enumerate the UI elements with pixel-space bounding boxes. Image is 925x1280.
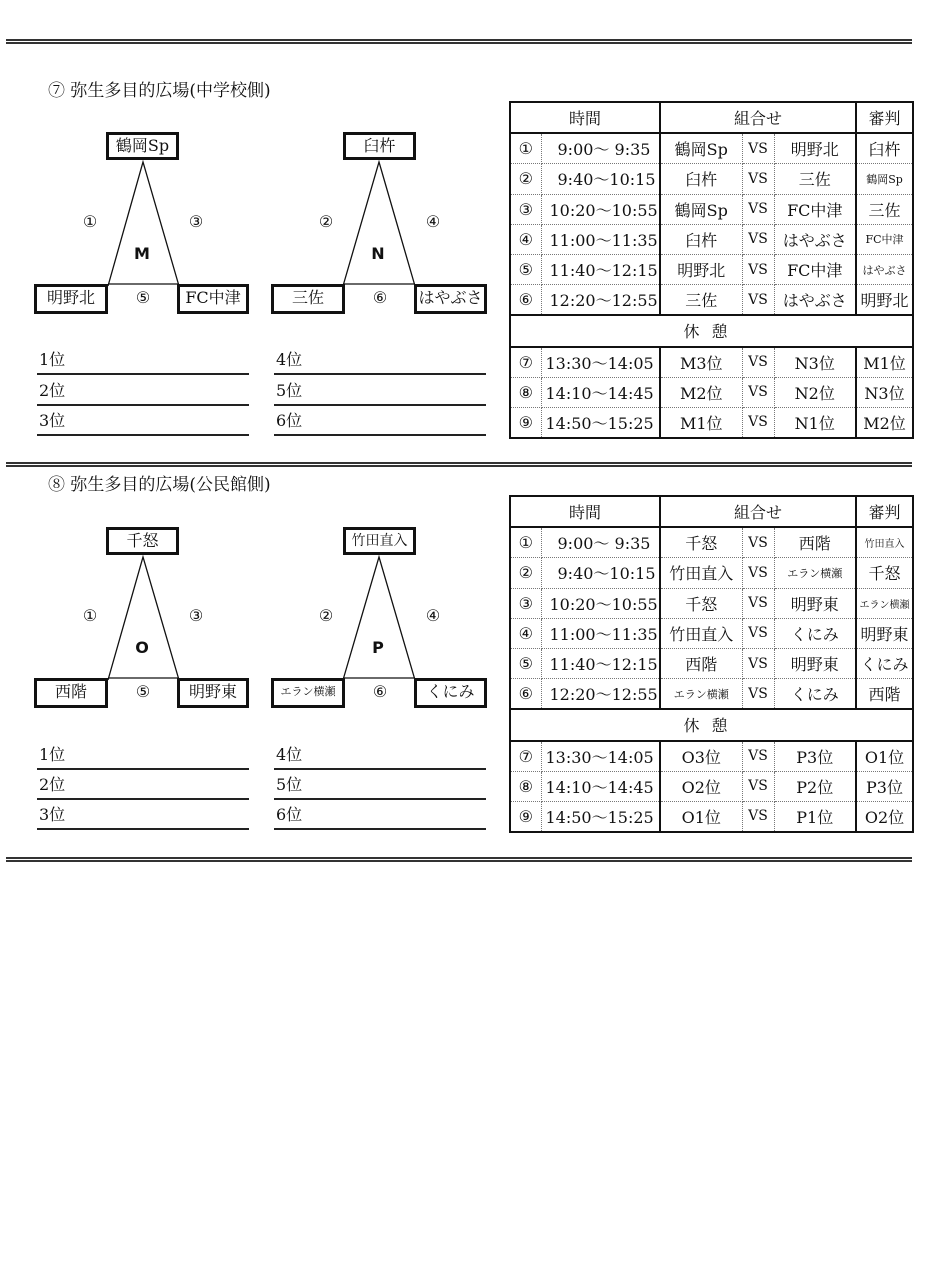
break-label: 休憩	[510, 709, 913, 740]
team-a: 明野北	[660, 254, 742, 284]
match-time: 9:00〜 9:35	[541, 133, 660, 164]
group-p-right-team: くにみ	[414, 678, 487, 708]
team-a: 竹田直入	[660, 558, 742, 588]
match-time: 11:00〜11:35	[541, 224, 660, 254]
match-time: 14:10〜14:45	[541, 377, 660, 407]
vs-label: VS	[742, 224, 774, 254]
group-m-right-team: FC中津	[177, 284, 249, 314]
match-number: ③	[510, 588, 541, 618]
vs-label: VS	[742, 741, 774, 772]
break-row	[510, 709, 913, 740]
match-time: 11:00〜11:35	[541, 618, 660, 648]
group-o-top-team: 千怒	[106, 527, 179, 555]
header-time: 時間	[510, 102, 660, 133]
group-m-match-left: ①	[82, 212, 98, 231]
vs-label: VS	[742, 558, 774, 588]
referee: O1位	[856, 741, 913, 772]
match-time: 12:20〜12:55	[541, 679, 660, 710]
group-n-match-right: ④	[425, 212, 441, 231]
team-b: P1位	[774, 801, 856, 832]
team-a: 西階	[660, 648, 742, 678]
referee: エラン横瀬	[856, 588, 913, 618]
referee: 明野東	[856, 618, 913, 648]
match-number: ⑧	[510, 771, 541, 801]
team-b: くにみ	[774, 618, 856, 648]
match-time: 11:40〜12:15	[541, 254, 660, 284]
team-b: FC中津	[774, 194, 856, 224]
group-n-right-team: はやぶさ	[414, 284, 487, 314]
match-number: ⑨	[510, 801, 541, 832]
vs-label: VS	[742, 771, 774, 801]
team-a: 千怒	[660, 588, 742, 618]
team-a: M3位	[660, 347, 742, 378]
referee: 明野北	[856, 285, 913, 316]
team-b: エラン横瀬	[774, 558, 856, 588]
group-p-match-left: ②	[318, 606, 334, 625]
vs-label: VS	[742, 679, 774, 710]
rank-line-2: 2位	[37, 771, 249, 800]
team-a: 竹田直入	[660, 618, 742, 648]
table-row	[510, 741, 913, 772]
match-number: ⑥	[510, 285, 541, 316]
team-a: エラン横瀬	[660, 679, 742, 710]
match-number: ④	[510, 224, 541, 254]
team-b: FC中津	[774, 254, 856, 284]
rank-line-4: 4位	[274, 741, 486, 770]
schedule-header-row	[510, 496, 913, 527]
group-n-match-left: ②	[318, 212, 334, 231]
group-n-top-team: 臼杵	[343, 132, 416, 160]
header-match: 組合せ	[660, 102, 856, 133]
team-a: M1位	[660, 407, 742, 438]
referee: 西階	[856, 679, 913, 710]
referee: M1位	[856, 347, 913, 378]
group-o-right-team: 明野東	[177, 678, 249, 708]
table-row	[510, 771, 913, 801]
match-number: ⑤	[510, 254, 541, 284]
match-time: 10:20〜10:55	[541, 194, 660, 224]
team-b: P3位	[774, 741, 856, 772]
match-number: ⑧	[510, 377, 541, 407]
match-time: 14:50〜15:25	[541, 801, 660, 832]
match-number: ②	[510, 558, 541, 588]
vs-label: VS	[742, 618, 774, 648]
schedule-table	[509, 495, 914, 833]
team-b: はやぶさ	[774, 285, 856, 316]
group-m-match-bottom: ⑤	[135, 288, 151, 307]
group-p-left-team: エラン横瀬	[271, 678, 345, 708]
group-m-top-team: 鶴岡Sp	[106, 132, 179, 160]
match-number: ⑦	[510, 741, 541, 772]
header-referee: 審判	[856, 102, 913, 133]
vs-label: VS	[742, 588, 774, 618]
match-number: ⑦	[510, 347, 541, 378]
team-b: 三佐	[774, 164, 856, 194]
venue-title: ⑦ 弥生多目的広場(中学校側)	[48, 81, 271, 101]
vs-label: VS	[742, 801, 774, 832]
rank-line-3: 3位	[37, 407, 249, 436]
referee: P3位	[856, 771, 913, 801]
team-b: 明野東	[774, 648, 856, 678]
team-b: 明野北	[774, 133, 856, 164]
match-time: 14:50〜15:25	[541, 407, 660, 438]
team-a: 三佐	[660, 285, 742, 316]
team-b: 西階	[774, 527, 856, 558]
group-o-left-team: 西階	[34, 678, 108, 708]
referee: はやぶさ	[856, 254, 913, 284]
team-a: O3位	[660, 741, 742, 772]
vs-label: VS	[742, 194, 774, 224]
rank-line-1: 1位	[37, 741, 249, 770]
match-number: ⑤	[510, 648, 541, 678]
referee: FC中津	[856, 224, 913, 254]
match-number: ①	[510, 527, 541, 558]
team-a: 臼杵	[660, 224, 742, 254]
referee: 三佐	[856, 194, 913, 224]
referee: M2位	[856, 407, 913, 438]
vs-label: VS	[742, 407, 774, 438]
match-number: ④	[510, 618, 541, 648]
table-row	[510, 801, 913, 832]
team-b: 明野東	[774, 588, 856, 618]
match-time: 9:40〜10:15	[541, 164, 660, 194]
match-time: 9:00〜 9:35	[541, 527, 660, 558]
group-p-match-bottom: ⑥	[372, 682, 388, 701]
team-b: くにみ	[774, 679, 856, 710]
table-row	[510, 648, 913, 678]
break-label: 休憩	[510, 315, 913, 346]
header-time: 時間	[510, 496, 660, 527]
group-o-label: O	[135, 638, 149, 657]
match-time: 12:20〜12:55	[541, 285, 660, 316]
vs-label: VS	[742, 133, 774, 164]
group-m-match-right: ③	[188, 212, 204, 231]
table-row	[510, 558, 913, 588]
vs-label: VS	[742, 164, 774, 194]
team-b: N1位	[774, 407, 856, 438]
team-a: O1位	[660, 801, 742, 832]
team-b: P2位	[774, 771, 856, 801]
match-time: 14:10〜14:45	[541, 771, 660, 801]
match-number: ①	[510, 133, 541, 164]
match-time: 11:40〜12:15	[541, 648, 660, 678]
group-p-match-right: ④	[425, 606, 441, 625]
vs-label: VS	[742, 527, 774, 558]
rank-line-6: 6位	[274, 407, 486, 436]
table-row	[510, 527, 913, 558]
group-o-match-bottom: ⑤	[135, 682, 151, 701]
team-b: N2位	[774, 377, 856, 407]
match-number: ⑨	[510, 407, 541, 438]
group-m-left-team: 明野北	[34, 284, 108, 314]
match-time: 13:30〜14:05	[541, 741, 660, 772]
group-p-top-team: 竹田直入	[343, 527, 416, 555]
rank-line-5: 5位	[274, 377, 486, 406]
group-n-label: N	[371, 244, 385, 263]
table-row	[510, 588, 913, 618]
team-a: 千怒	[660, 527, 742, 558]
team-b: N3位	[774, 347, 856, 378]
referee: O2位	[856, 801, 913, 832]
team-a: 鶴岡Sp	[660, 133, 742, 164]
match-time: 13:30〜14:05	[541, 347, 660, 378]
vs-label: VS	[742, 377, 774, 407]
header-match: 組合せ	[660, 496, 856, 527]
vs-label: VS	[742, 648, 774, 678]
match-time: 9:40〜10:15	[541, 558, 660, 588]
referee: 鶴岡Sp	[856, 164, 913, 194]
referee: 竹田直入	[856, 527, 913, 558]
match-number: ②	[510, 164, 541, 194]
team-a: 鶴岡Sp	[660, 194, 742, 224]
vs-label: VS	[742, 254, 774, 284]
rank-line-2: 2位	[37, 377, 249, 406]
header-referee: 審判	[856, 496, 913, 527]
referee: 臼杵	[856, 133, 913, 164]
venue-title: ⑧ 弥生多目的広場(公民館側)	[48, 475, 271, 495]
referee: くにみ	[856, 648, 913, 678]
referee: N3位	[856, 377, 913, 407]
vs-label: VS	[742, 347, 774, 378]
rank-line-6: 6位	[274, 801, 486, 830]
group-p-label: P	[372, 638, 384, 657]
rank-line-3: 3位	[37, 801, 249, 830]
referee: 千怒	[856, 558, 913, 588]
group-o-match-right: ③	[188, 606, 204, 625]
rank-line-1: 1位	[37, 346, 249, 375]
table-row	[510, 618, 913, 648]
table-row	[510, 679, 913, 710]
group-n-left-team: 三佐	[271, 284, 345, 314]
match-time: 10:20〜10:55	[541, 588, 660, 618]
team-a: M2位	[660, 377, 742, 407]
vs-label: VS	[742, 285, 774, 316]
rank-line-4: 4位	[274, 346, 486, 375]
group-n-match-bottom: ⑥	[372, 288, 388, 307]
team-b: はやぶさ	[774, 224, 856, 254]
match-number: ③	[510, 194, 541, 224]
group-o-match-left: ①	[82, 606, 98, 625]
rank-line-5: 5位	[274, 771, 486, 800]
match-number: ⑥	[510, 679, 541, 710]
group-m-label: M	[134, 244, 150, 263]
team-a: O2位	[660, 771, 742, 801]
team-a: 臼杵	[660, 164, 742, 194]
